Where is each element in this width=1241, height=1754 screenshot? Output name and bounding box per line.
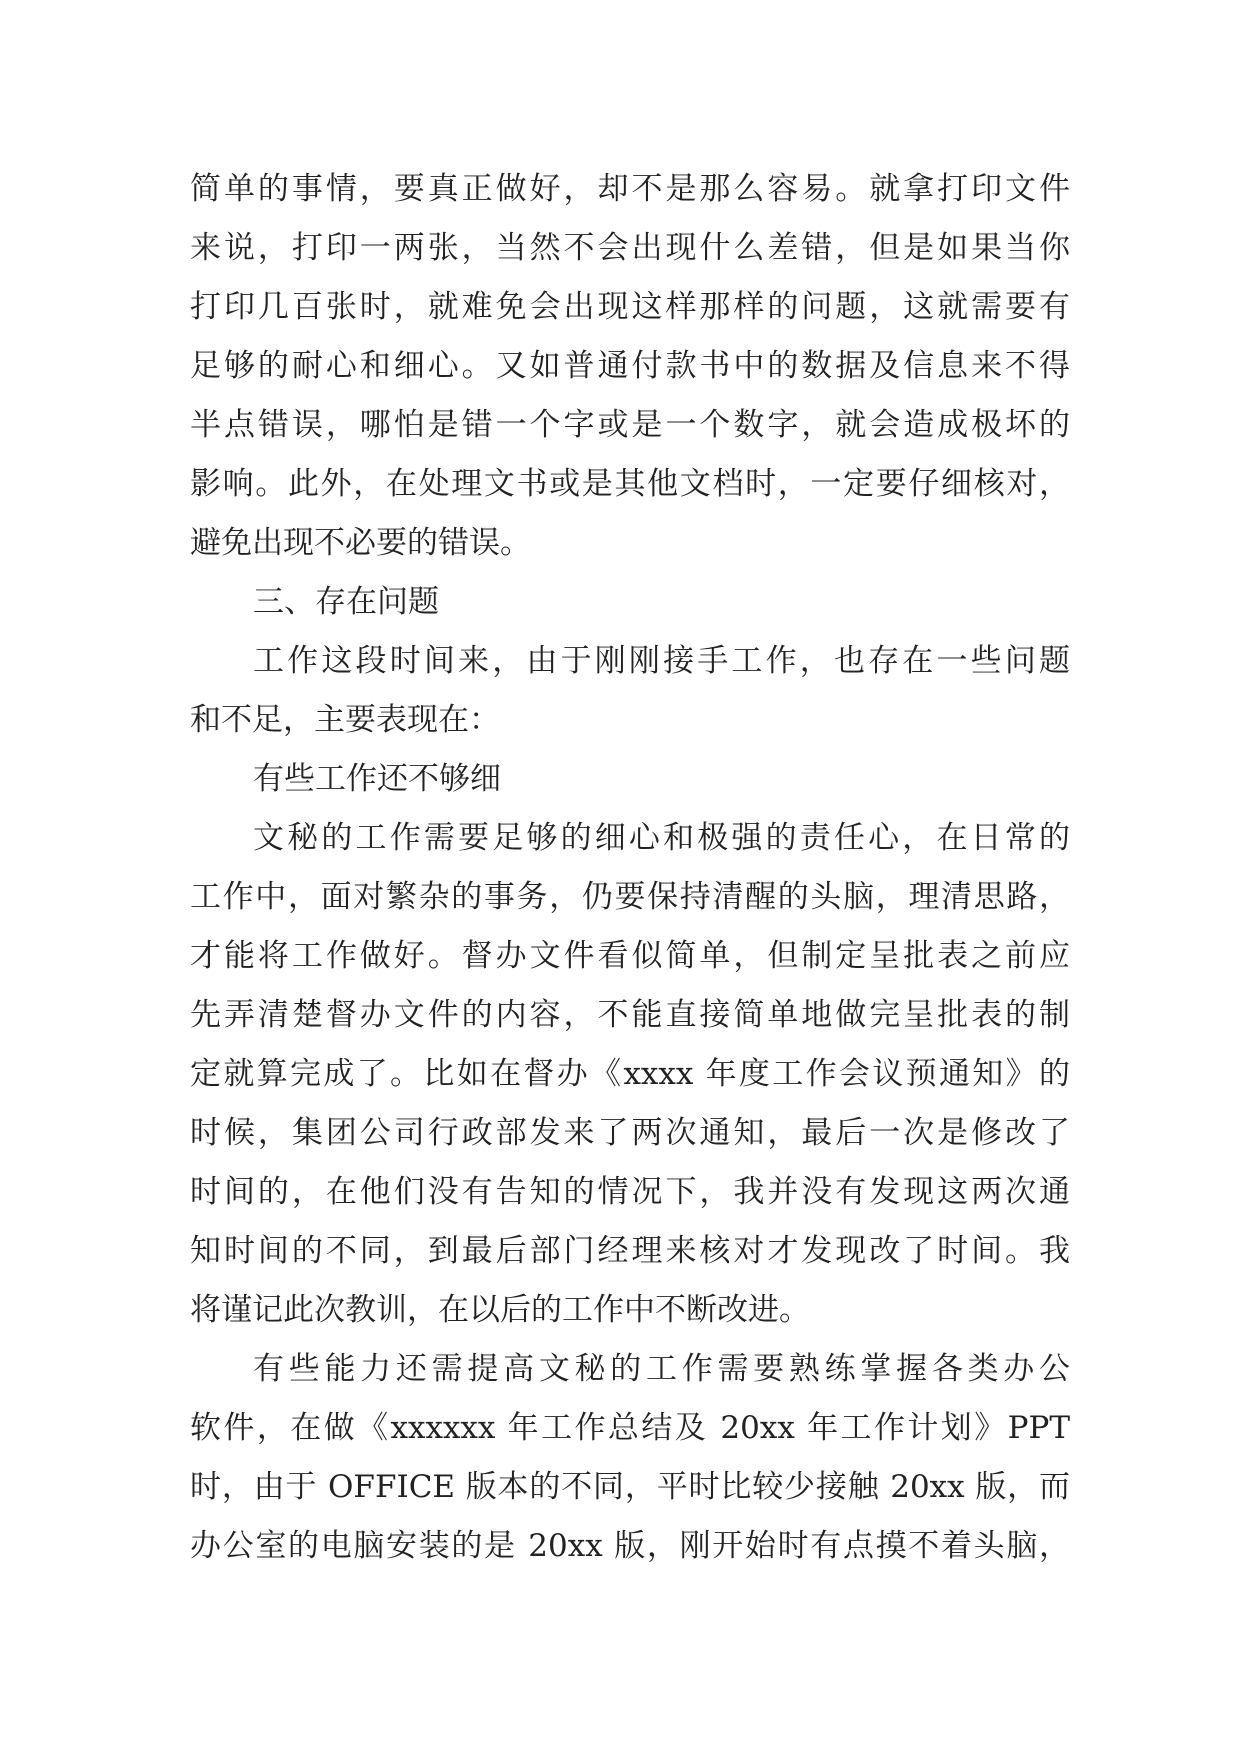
body-text-line: 工作这段时间来，由于刚刚接手工作，也存在一些问题 xyxy=(253,643,1070,679)
body-text-line: 半点错误，哪怕是错一个字或是一个数字，就会造成极坏的 xyxy=(190,407,1070,443)
body-text-line: 知时间的不同，到最后部门经理来核对才发现改了时间。我 xyxy=(190,1233,1070,1269)
section-heading: 三、存在问题 xyxy=(253,584,439,620)
body-text-line: 办公室的电脑安装的是 20xx 版，刚开始时有点摸不着头脑， xyxy=(190,1528,1070,1564)
body-text-line: 有些能力还需提高文秘的工作需要熟练掌握各类办公 xyxy=(253,1351,1070,1387)
body-text-line: 定就算完成了。比如在督办《xxxx 年度工作会议预通知》的 xyxy=(190,1056,1070,1092)
document-body xyxy=(190,160,1070,1576)
body-text-line: 来说，打印一两张，当然不会出现什么差错，但是如果当你 xyxy=(190,230,1070,266)
body-text-line: 将谨记此次教训，在以后的工作中不断改进。 xyxy=(190,1292,810,1328)
body-text-line: 时间的，在他们没有告知的情况下，我并没有发现这两次通 xyxy=(190,1174,1070,1210)
body-text-line: 避免出现不必要的错误。 xyxy=(190,525,531,561)
body-text-line: 工作中，面对繁杂的事务，仍要保持清醒的头脑，理清思路， xyxy=(190,879,1070,915)
body-text-line: 影响。此外，在处理文书或是其他文档时，一定要仔细核对， xyxy=(190,466,1070,502)
subheading: 有些工作还不够细 xyxy=(253,761,501,797)
body-text-line: 时候，集团公司行政部发来了两次通知，最后一次是修改了 xyxy=(190,1115,1070,1151)
body-text-line: 和不足，主要表现在： xyxy=(190,702,500,738)
body-text-line: 先弄清楚督办文件的内容，不能直接简单地做完呈批表的制 xyxy=(190,997,1070,1033)
body-text-line: 时，由于 OFFICE 版本的不同，平时比较少接触 20xx 版，而 xyxy=(190,1469,1070,1505)
body-text-line: 足够的耐心和细心。又如普通付款书中的数据及信息来不得 xyxy=(190,348,1070,384)
body-text-line: 打印几百张时，就难免会出现这样那样的问题，这就需要有 xyxy=(190,289,1070,325)
body-text-line: 才能将工作做好。督办文件看似简单，但制定呈批表之前应 xyxy=(190,938,1070,974)
body-text-line: 软件，在做《xxxxxx 年工作总结及 20xx 年工作计划》PPT xyxy=(190,1410,1070,1446)
body-text-line: 简单的事情，要真正做好，却不是那么容易。就拿打印文件 xyxy=(190,171,1070,207)
body-text-line: 文秘的工作需要足够的细心和极强的责任心，在日常的 xyxy=(253,820,1070,856)
